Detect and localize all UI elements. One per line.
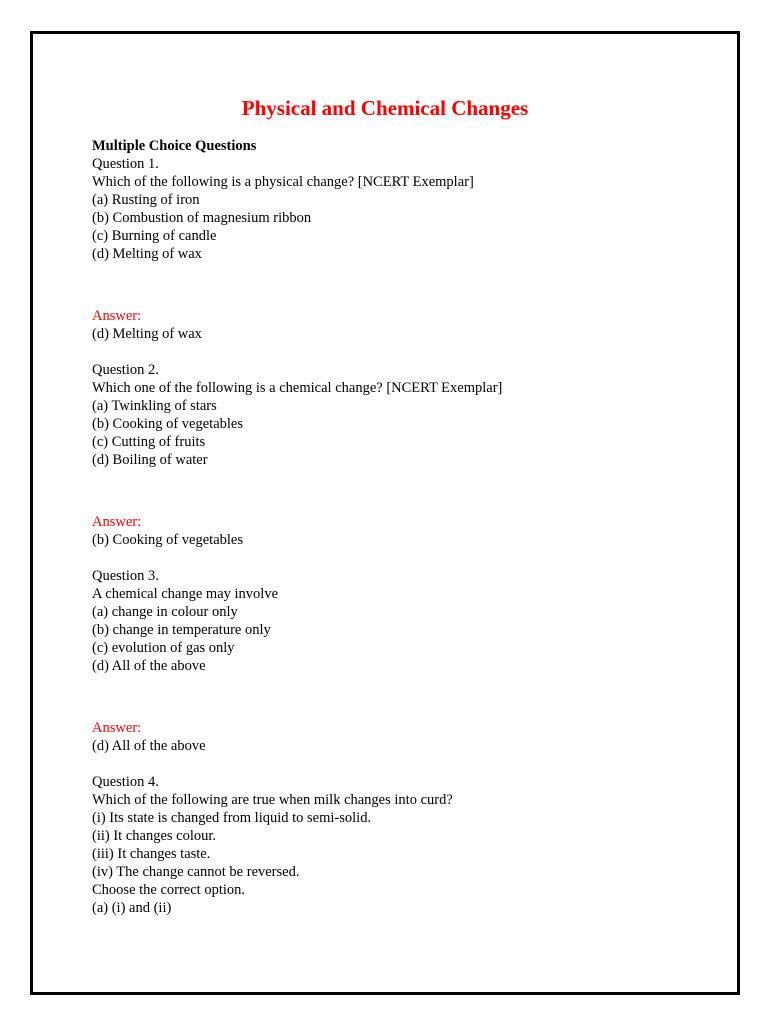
question-block bbox=[92, 155, 712, 343]
question-number: Question 4. bbox=[92, 774, 159, 790]
question-text: Which of the following are true when milk changes into curd? bbox=[92, 792, 453, 808]
question-text: Which of the following is a physical change? [NCERT Exemplar] bbox=[92, 174, 474, 190]
option-a: (a) change in colour only bbox=[92, 604, 238, 620]
option-c: (c) Cutting of fruits bbox=[92, 434, 206, 450]
option-b: (b) change in temperature only bbox=[92, 622, 271, 638]
answer-label: Answer: bbox=[92, 514, 142, 530]
question-block bbox=[92, 361, 712, 549]
statement-iv: (iv) The change cannot be reversed. bbox=[92, 864, 300, 880]
option-b: (b) Combustion of magnesium ribbon bbox=[92, 210, 312, 226]
question-block bbox=[92, 567, 712, 755]
statement-iii: (iii) It changes taste. bbox=[92, 846, 211, 862]
option-d: (d) All of the above bbox=[92, 658, 206, 674]
statement-i: (i) Its state is changed from liquid to semi-solid. bbox=[92, 810, 372, 826]
question-number: Question 3. bbox=[92, 568, 159, 584]
page-title: Physical and Chemical Changes bbox=[241, 96, 529, 120]
option-a: (a) Twinkling of stars bbox=[92, 398, 217, 414]
answer-block bbox=[92, 719, 712, 755]
answer-text: (b) Cooking of vegetables bbox=[92, 532, 244, 548]
section-heading: Multiple Choice Questions bbox=[92, 138, 257, 154]
answer-text: (d) All of the above bbox=[92, 738, 206, 754]
document-body bbox=[92, 137, 712, 917]
question-text: A chemical change may involve bbox=[92, 586, 279, 602]
option-b: (b) Cooking of vegetables bbox=[92, 416, 244, 432]
option-c: (c) Burning of candle bbox=[92, 228, 217, 244]
answer-block bbox=[92, 513, 712, 549]
question-number: Question 1. bbox=[92, 156, 159, 172]
question-prompt: Choose the correct option. bbox=[92, 882, 246, 898]
option-d: (d) Melting of wax bbox=[92, 246, 202, 262]
option-a: (a) (i) and (ii) bbox=[92, 900, 172, 916]
question-number: Question 2. bbox=[92, 362, 159, 378]
question-block bbox=[92, 773, 712, 917]
answer-label: Answer: bbox=[92, 720, 142, 736]
option-d: (d) Boiling of water bbox=[92, 452, 208, 468]
answer-block bbox=[92, 307, 712, 343]
answer-label: Answer: bbox=[92, 308, 142, 324]
answer-text: (d) Melting of wax bbox=[92, 326, 202, 342]
option-c: (c) evolution of gas only bbox=[92, 640, 235, 656]
statement-ii: (ii) It changes colour. bbox=[92, 828, 217, 844]
question-text: Which one of the following is a chemical change? [NCERT Exemplar] bbox=[92, 380, 503, 396]
option-a: (a) Rusting of iron bbox=[92, 192, 200, 208]
document-page bbox=[30, 31, 740, 995]
